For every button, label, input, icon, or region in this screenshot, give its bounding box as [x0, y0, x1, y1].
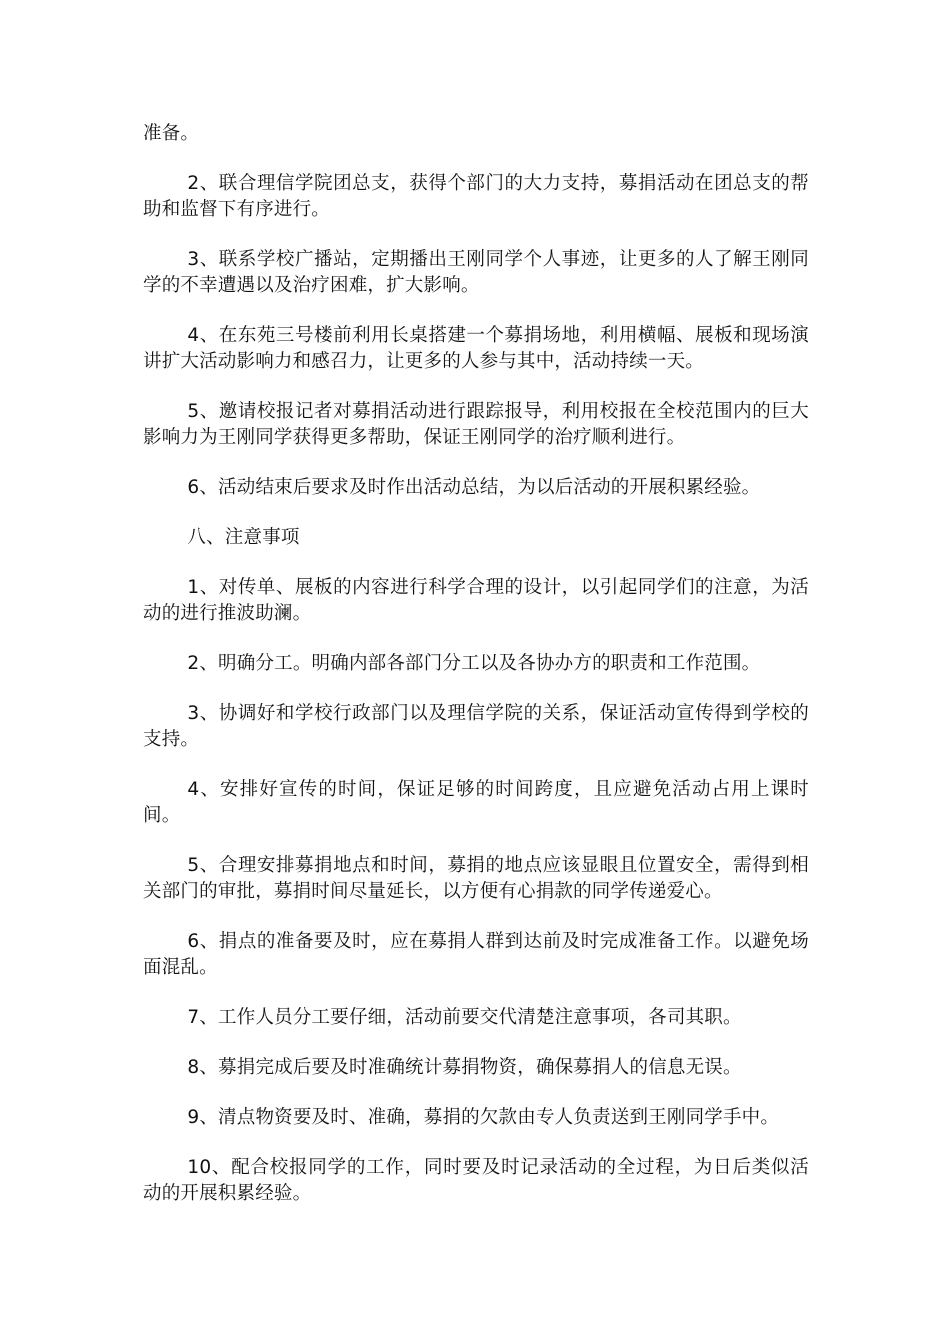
document-page: [143, 121, 809, 1207]
paragraph-item-2: 2、联合理信学院团总支，获得个部门的大力支持，募捐活动在团总支的帮助和监督下有序进行。: [143, 173, 809, 220]
note-item-2: 2、明确分工。明确内部各部门分工以及各协办方的职责和工作范围。: [187, 653, 761, 674]
paragraph-item-6: 6、活动结束后要求及时作出活动总结，为以后活动的开展积累经验。: [187, 477, 761, 498]
note-item-10: 10、配合校报同学的工作，同时要及时记录活动的全过程，为日后类似活动的开展积累经验。: [143, 1157, 809, 1204]
paragraph-item-3: 3、联系学校广播站，定期播出王刚同学个人事迹，让更多的人了解王刚同学的不幸遭遇以及治疗困难，扩大影响。: [143, 249, 809, 296]
section-heading-notes: 八、注意事项: [187, 527, 300, 548]
note-item-6: 6、捐点的准备要及时，应在募捐人群到达前及时完成准备工作。以避免场面混乱。: [143, 931, 809, 978]
note-item-9: 9、清点物资要及时、准确，募捐的欠款由专人负责送到王刚同学手中。: [187, 1107, 780, 1128]
note-item-3: 3、协调好和学校行政部门以及理信学院的关系，保证活动宣传得到学校的支持。: [143, 703, 809, 750]
note-item-7: 7、工作人员分工要仔细，活动前要交代清楚注意事项，各司其职。: [187, 1007, 742, 1028]
note-item-5: 5、合理安排募捐地点和时间，募捐的地点应该显眼且位置安全，需得到相关部门的审批，募捐时间尽量延长，以方便有心捐款的同学传递爱心。: [143, 855, 809, 902]
paragraph-item-5: 5、邀请校报记者对募捐活动进行跟踪报导，利用校报在全校范围内的巨大影响力为王刚同学获得更多帮助，保证王刚同学的治疗顺利进行。: [143, 401, 809, 448]
note-item-1: 1、对传单、展板的内容进行科学合理的设计，以引起同学们的注意，为活动的进行推波助澜。: [143, 577, 809, 624]
paragraph-item-4: 4、在东苑三号楼前利用长桌搭建一个募捐场地，利用横幅、展板和现场演讲扩大活动影响力和感召力，让更多的人参与其中，活动持续一天。: [143, 325, 809, 372]
paragraph-continuation: 准备。: [143, 123, 200, 144]
note-item-8: 8、募捐完成后要及时准确统计募捐物资，确保募捐人的信息无误。: [187, 1057, 742, 1078]
note-item-4: 4、安排好宣传的时间，保证足够的时间跨度，且应避免活动占用上课时间。: [143, 779, 809, 826]
